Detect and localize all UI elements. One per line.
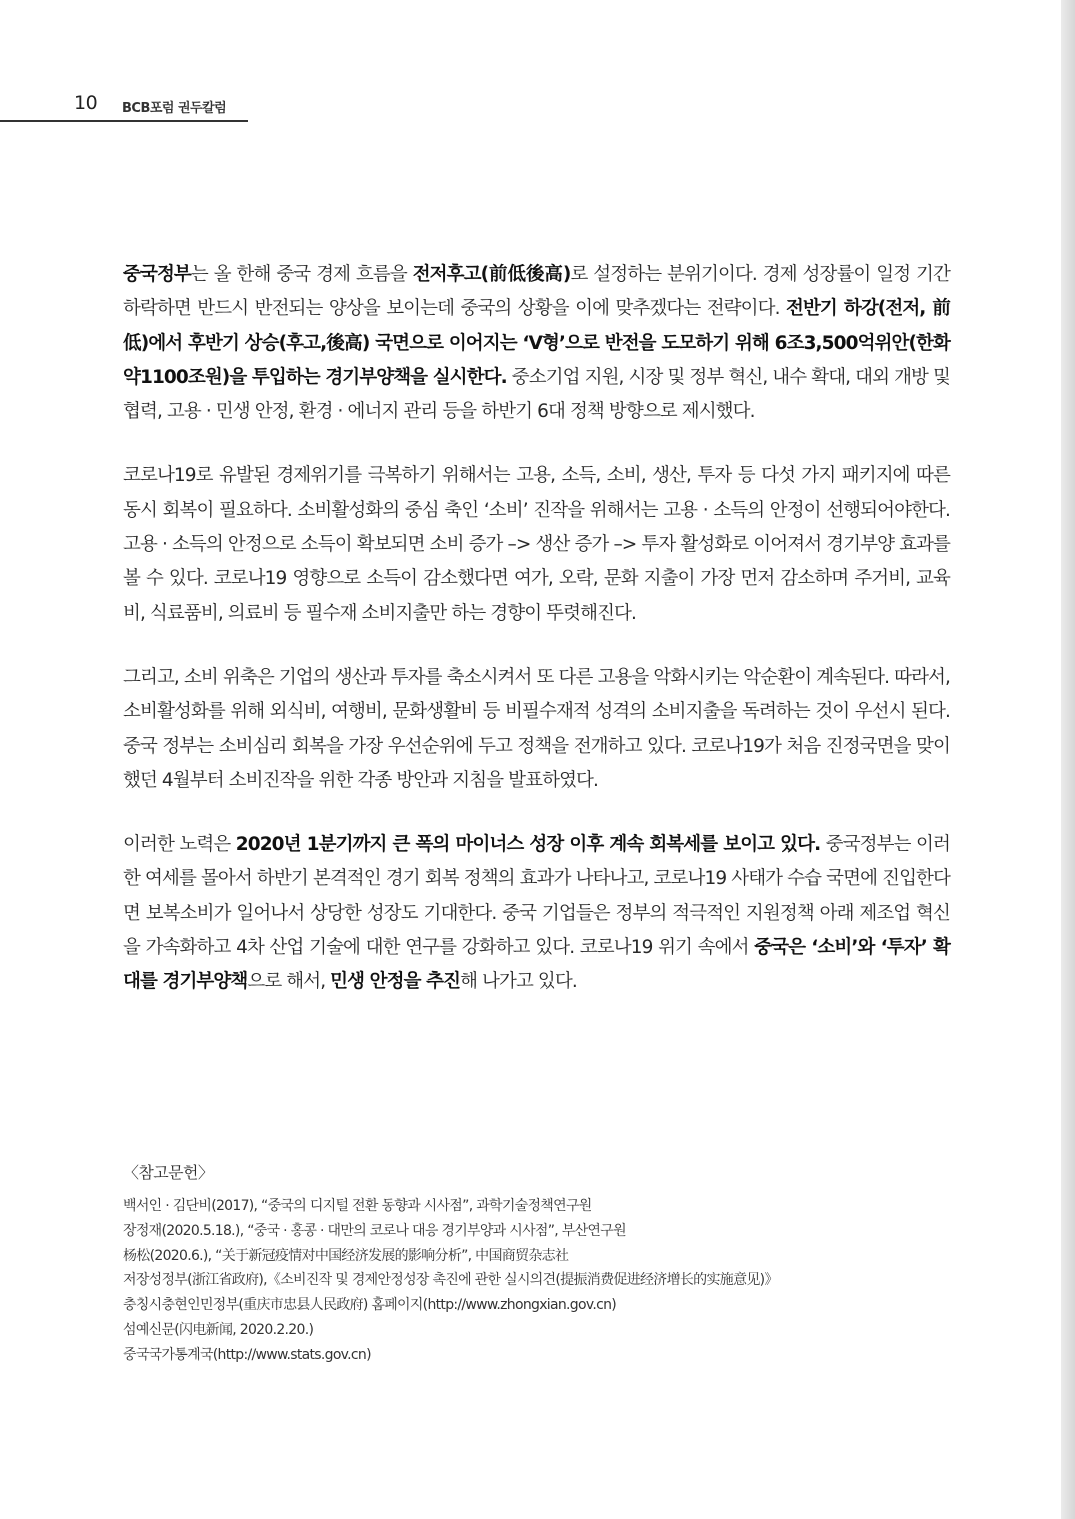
paragraph-text: 이러한 노력은 [123, 834, 236, 856]
emphasized-text: 민생 안정을 추진 [330, 971, 461, 993]
reference-item: 중국국가통계국(http://www.stats.gov.cn) [123, 1346, 371, 1363]
reference-item: 충칭시충현인민정부(重庆市忠县人民政府) 홈페이지(http://www.zhongxian.gov.cn) [123, 1297, 617, 1314]
reference-item: 저장성정부(浙江省政府),《소비진작 및 경제안정성장 촉진에 관한 실시의견(提振消费促进经济增长的实施意见)》 [123, 1272, 778, 1289]
running-head [0, 88, 248, 122]
paragraph-text: 해 나가고 있다. [460, 971, 577, 993]
paragraph-text: 로 설정하는 분위기이다. 경제 성장률이 일정 기간 하락하면 반드시 반전되는 양상을 보이는데 중국의 상황을 이에 맞추겠다는 전략이다. [123, 264, 950, 320]
reference-item: 장정재(2020.5.18.), “중국 · 홍콩 · 대만의 코로나 대응 경기부양과 시사점”, 부산연구원 [123, 1222, 626, 1239]
emphasized-text: 중국정부 [123, 264, 191, 285]
paragraph-text: 는 올 한해 중국 경제 흐름을 [190, 264, 413, 285]
running-head-title: BCB포럼 권두칼럼 [122, 101, 227, 116]
reference-item: 백서인 · 김단비(2017), “중국의 디지털 전환 동향과 시사점”, 과학기술정책연구원 [123, 1198, 592, 1214]
paragraph-1 [123, 258, 950, 429]
emphasized-text: 2020년 1분기까지 큰 폭의 마이너스 성장 이후 계속 회복세를 보이고 있다. [235, 834, 821, 856]
references [123, 1158, 950, 1368]
reference-item: 杨松(2020.6.), “关于新冠疫情对中国经济发展的影响分析”, 中国商贸杂志社 [123, 1247, 569, 1264]
paragraph-4 [123, 828, 950, 999]
paragraph-text: 중국정부는 이러한 여세를 몰아서 하반기 본격적인 경기 회복 정책의 효과가 나타나고, 코로나19 사태가 수습 국면에 진입한다면 보복소비가 일어나서 상당한 성장도 기대한다. 중국 기업들은 정부의 적극적인 지원정책 아래 제조업 혁신을 가속화하고 4차 산업 기술에 대한 연구를 강화하고 있다. 코로나19 위기 속에서 [123, 834, 950, 959]
paragraph-text: 코로나19로 유발된 경제위기를 극복하기 위해서는 고용, 소득, 소비, 생산, 투자 등 다섯 가지 패키지에 따른 동시 회복이 필요하다. 소비활성화의 중심 축인 ‘소비’ 진작을 위해서는 고용 · 소득의 안정이 선행되어야한다. 고용 · 소득의 안정으로 소득이 확보되면 소비 증가 –> 생산 증가 –> 투자 활성화로 이어져서 경기부양 효과를 볼 수 있다. 코로나19 영향으로 소득이 감소했다면 여가, 오락, 문화 지출이 가장 먼저 감소하며 주거비, 교육비, 식료품비, 의료비 등 필수재 소비지출만 하는 경향이 뚜렷해진다. [123, 465, 950, 624]
paragraph-text: 그리고, 소비 위축은 기업의 생산과 투자를 축소시켜서 또 다른 고용을 악화시키는 악순환이 계속된다. 따라서, 소비활성화를 위해 외식비, 여행비, 문화생활비 등 비필수재적 성격의 소비지출을 독려하는 것이 우선시 된다. 중국 정부는 소비심리 회복을 가장 우선순위에 두고 정책을 전개하고 있다. 코로나19가 처음 진정국면을 맞이했던 4월부터 소비진작을 위한 각종 방안과 지침을 발표하였다. [123, 666, 950, 791]
paragraph-text: 으로 해서, [247, 971, 331, 993]
article-body [123, 258, 950, 1030]
reference-item: 섬예신문(闪电新闻, 2020.2.20.) [123, 1321, 314, 1338]
emphasized-text: 전저후고(前低後高) [412, 264, 571, 285]
emphasized-text: 전반기 하강(전저, 前低)에서 후반기 상승(후고,後高) 국면으로 이어지는 ‘V형’으로 반전을 도모하기 위해 6조3,500억위안(한화 약1100조원)을 투입하는 경기부양책을 실시한다. [123, 298, 950, 388]
page-number: 10 [74, 92, 98, 114]
page-edge-band [1061, 0, 1075, 1519]
paragraph-3 [123, 661, 950, 798]
references-heading: 〈참고문헌〉 [123, 1163, 214, 1182]
paragraph-text: 중소기업 지원, 시장 및 정부 혁신, 내수 확대, 대외 개방 및 협력, 고용 · 민생 안정, 환경 · 에너지 관리 등을 하반기 6대 정책 방향으로 제시했다. [123, 366, 950, 423]
paragraph-2 [123, 459, 950, 630]
emphasized-text: 중국은 ‘소비’와 ‘투자’ 확대를 경기부양책 [123, 937, 951, 993]
